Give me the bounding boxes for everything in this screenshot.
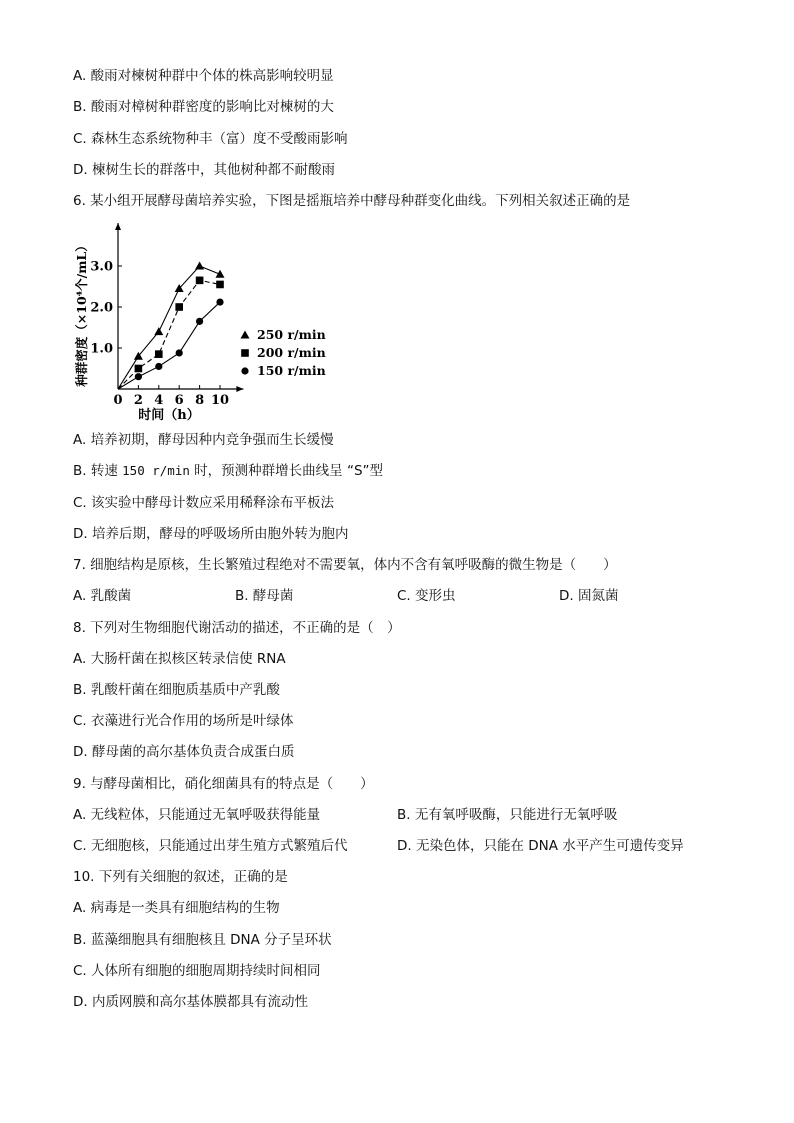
legend-label-2: 150 r/min	[257, 363, 326, 378]
q8-option-c: C. 衣藻进行光合作用的场所是叶绿体	[73, 713, 294, 729]
data-point-1	[135, 365, 143, 373]
x-tick-label: 0	[113, 393, 123, 408]
y-tick-label: 2.0	[90, 300, 113, 316]
q10-option-d: D. 内质网膜和高尔基体膜都具有流动性	[73, 994, 308, 1010]
x-axis-arrow	[236, 386, 243, 392]
q7-stem: 7. 细胞结构是原核，生长繁殖过程绝对不需要氧，体内不含有氧呼吸酶的微生物是（ ）	[73, 557, 617, 573]
data-point-2	[135, 373, 142, 380]
y-tick-label: 1.0	[90, 341, 113, 357]
q6-option-b: B. 转速 150 r/min 时，预测种群增长曲线呈 “S”型	[73, 463, 384, 479]
q9-option-d: D. 无染色体，只能在 DNA 水平产生可遗传变异	[397, 838, 684, 854]
y-tick-label: 3.0	[90, 259, 113, 275]
legend-marker-1	[241, 349, 249, 357]
yeast-population-chart	[73, 214, 373, 426]
q5-option-b: B. 酸雨对樟树种群密度的影响比对楝树的大	[73, 99, 334, 115]
data-point-0	[216, 270, 225, 278]
y-axis-arrow	[115, 223, 121, 230]
q7-option-c: C. 变形虫	[397, 588, 456, 604]
legend-marker-0	[241, 331, 250, 339]
q5-option-d: D. 楝树生长的群落中，其他树种都不耐酸雨	[73, 162, 335, 178]
x-tick-label: 4	[154, 393, 164, 408]
q10-option-b: B. 蓝藻细胞具有细胞核且 DNA 分子呈环状	[73, 932, 332, 948]
q6-option-a: A. 培养初期，酵母因种内竞争强而生长缓慢	[73, 432, 334, 448]
chart-axes	[74, 223, 243, 423]
q10-stem: 10. 下列有关细胞的叙述，正确的是	[73, 869, 288, 885]
q6-stem: 6. 某小组开展酵母菌培养实验，下图是摇瓶培养中酵母种群变化曲线。下列相关叙述正确的是	[73, 193, 631, 209]
q8-option-b: B. 乳酸杆菌在细胞质基质中产乳酸	[73, 682, 280, 698]
q8-option-d: D. 酵母菌的高尔基体负责合成蛋白质	[73, 744, 295, 760]
y-axis-label: 种群密度（×10⁴个/mL）	[74, 239, 89, 387]
data-point-0	[154, 327, 163, 335]
series-line-0	[118, 266, 220, 389]
q6-option-c: C. 该实验中酵母计数应采用稀释涂布平板法	[73, 495, 335, 511]
q5-option-c: C. 森林生态系统物种丰（富）度不受酸雨影响	[73, 131, 348, 147]
q9-option-c: C. 无细胞核，只能通过出芽生殖方式繁殖后代	[73, 838, 348, 854]
series-line-1	[118, 280, 220, 389]
q10-option-a: A. 病毒是一类具有细胞结构的生物	[73, 900, 280, 916]
q7-option-a: A. 乳酸菌	[73, 588, 132, 604]
q7-option-d: D. 固氮菌	[559, 588, 619, 604]
x-tick-label: 8	[195, 393, 205, 408]
q10-option-c: C. 人体所有细胞的细胞周期持续时间相同	[73, 963, 321, 979]
q9-option-b: B. 无有氧呼吸酶，只能进行无氧呼吸	[397, 807, 618, 823]
chart-series	[118, 262, 225, 390]
q6-option-d: D. 培养后期，酵母的呼吸场所由胞外转为胞内	[73, 526, 349, 542]
data-point-1	[216, 281, 224, 289]
data-point-1	[175, 303, 183, 311]
x-axis-label: 时间（h）	[138, 408, 200, 423]
legend-marker-2	[241, 367, 248, 374]
series-line-2	[118, 302, 220, 389]
q8-stem: 8. 下列对生物细胞代谢活动的描述，不正确的是（ ）	[73, 620, 401, 636]
q7-option-b: B. 酵母菌	[235, 588, 294, 604]
x-tick-label: 2	[133, 393, 143, 408]
data-point-1	[196, 277, 204, 285]
data-point-1	[155, 350, 163, 358]
data-point-2	[196, 318, 203, 325]
legend-label-0: 250 r/min	[257, 327, 326, 342]
chart-legend	[241, 327, 326, 378]
data-point-2	[155, 363, 162, 370]
data-point-2	[176, 349, 183, 356]
legend-label-1: 200 r/min	[257, 345, 326, 360]
x-tick-label: 10	[210, 393, 230, 408]
q9-stem: 9. 与酵母菌相比，硝化细菌具有的特点是（ ）	[73, 776, 374, 792]
data-point-2	[216, 298, 223, 305]
data-point-0	[195, 262, 204, 270]
q8-option-a: A. 大肠杆菌在拟核区转录信使 RNA	[73, 651, 286, 667]
q5-option-a: A. 酸雨对楝树种群中个体的株高影响较明显	[73, 68, 334, 84]
q9-option-a: A. 无线粒体，只能通过无氧呼吸获得能量	[73, 807, 321, 823]
x-tick-label: 6	[174, 393, 184, 408]
